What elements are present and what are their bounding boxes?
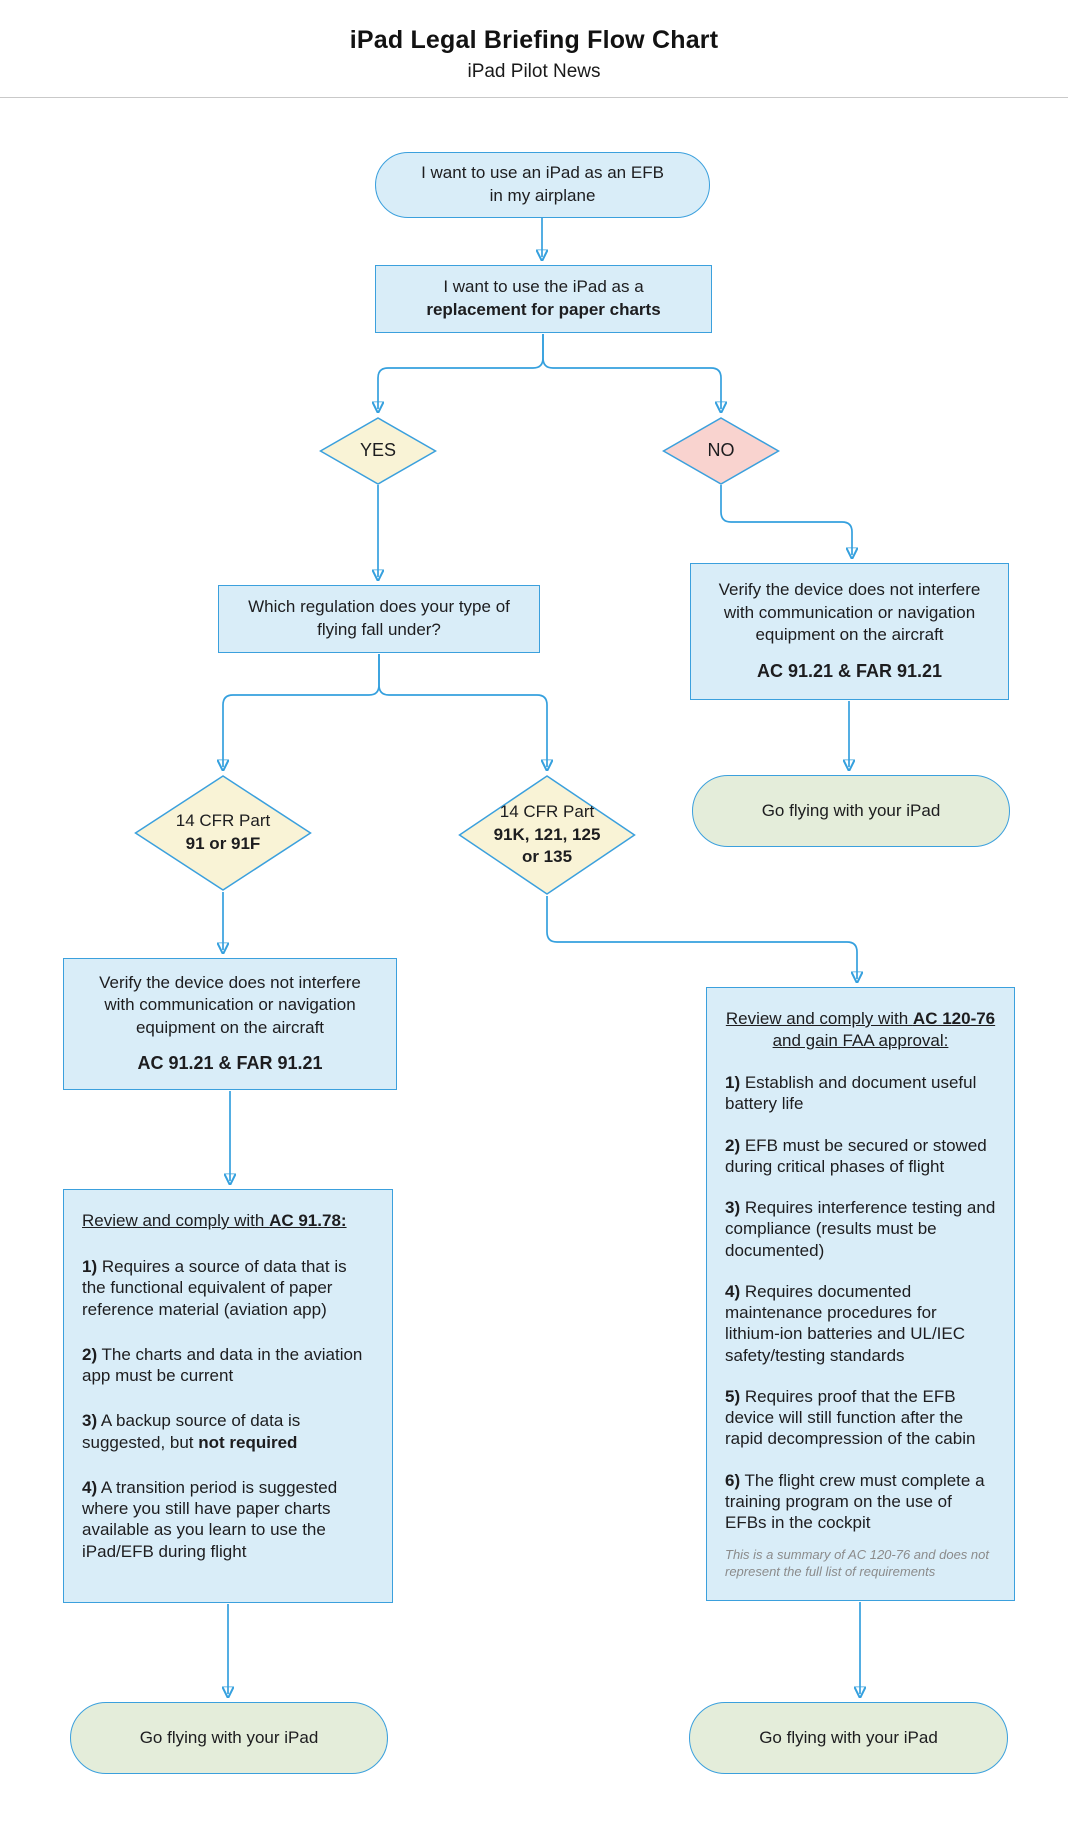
go-flying-right-label: Go flying with your iPad xyxy=(759,1727,938,1747)
item-number: 3) xyxy=(82,1411,98,1431)
connector-which-to-part91 xyxy=(223,654,379,767)
go-flying-no-path-label: Go flying with your iPad xyxy=(761,800,941,820)
node-start-line2: in my airplane xyxy=(489,186,596,205)
part-91-line1: 14 CFR Part xyxy=(175,811,271,831)
node-decision-no xyxy=(662,417,780,485)
node-go-flying-no-path xyxy=(692,775,1010,847)
part-121-line2: 91K, 121, 125 xyxy=(493,824,601,844)
ac-91-78-item-1 xyxy=(82,1256,374,1320)
header xyxy=(0,26,1068,83)
ac-120-76-footnote: This is a summary of AC 120-76 and does not represent the full list of requirements xyxy=(725,1547,989,1580)
ac-91-78-heading-prefix: Review and comply with xyxy=(82,1211,270,1230)
ac-91-78-heading-bold: AC 91.78: xyxy=(269,1211,347,1230)
ac-120-76-heading-line2: and gain FAA approval: xyxy=(772,1031,949,1051)
ac-91-78-heading xyxy=(82,1210,374,1232)
node-verify-no-path xyxy=(690,563,1009,700)
go-flying-left-label: Go flying with your iPad xyxy=(139,1727,319,1747)
item-text: Establish and document useful battery life xyxy=(725,1073,977,1114)
ac-120-76-item-4 xyxy=(725,1281,996,1366)
node-start xyxy=(375,152,710,218)
node-decision-yes xyxy=(319,417,437,485)
item-text: The flight crew must complete a training program on the use of EFBs in the cockpit xyxy=(725,1470,985,1533)
node-go-flying-left xyxy=(70,1702,388,1774)
page-subtitle: iPad Pilot News xyxy=(467,61,601,82)
connector-which-to-part121 xyxy=(379,654,547,767)
node-ac-91-78 xyxy=(63,1189,393,1603)
item-number: 2) xyxy=(82,1344,98,1364)
which-regulation-line2: flying fall under? xyxy=(317,620,441,639)
item-number: 2) xyxy=(725,1135,741,1155)
node-part-91 xyxy=(134,775,312,891)
item-text: EFB must be secured or stowed during critical phases of flight xyxy=(725,1135,987,1176)
item-text: A transition period is suggested where you still have paper charts available as you learn to use the iPad/EFB during flight xyxy=(82,1477,338,1561)
ac-120-76-heading-line1 xyxy=(726,1009,995,1028)
connector-no-to-verify xyxy=(721,485,852,555)
node-paper-charts xyxy=(375,265,712,333)
node-ac-120-76 xyxy=(706,987,1015,1601)
ac-120-76-item-2 xyxy=(725,1135,996,1178)
ac-120-76-heading xyxy=(725,1008,996,1052)
verify-no-path-text: Verify the device does not interfere with communication or navigation equipment on the aircraft xyxy=(718,580,981,645)
node-paper-line1: I want to use the iPad as a xyxy=(443,277,644,297)
item-number: 1) xyxy=(725,1073,741,1093)
ac-91-78-item-4 xyxy=(82,1477,374,1562)
page-title: iPad Legal Briefing Flow Chart xyxy=(349,26,719,54)
node-start-line1: I want to use an iPad as an EFB xyxy=(421,163,664,183)
verify-left-regulations: AC 91.21 & FAR 91.21 xyxy=(137,1053,323,1074)
verify-left-text: Verify the device does not interfere with communication or navigation equipment on the aircraft xyxy=(99,972,361,1037)
item-text: Requires a source of data that is the functional equivalent of paper reference material (aviation app) xyxy=(82,1257,347,1319)
item-number: 4) xyxy=(82,1477,98,1497)
ac-120-76-item-6 xyxy=(725,1470,996,1534)
item-text: A backup source of data is suggested, but xyxy=(82,1411,301,1452)
item-number: 4) xyxy=(725,1281,741,1301)
part-91-line2: 91 or 91F xyxy=(185,834,261,853)
node-paper-line2: replacement for paper charts xyxy=(426,300,661,319)
item-text: Requires documented maintenance procedures for lithium-ion batteries and UL/IEC safety/testing standards xyxy=(725,1281,966,1365)
item-number: 5) xyxy=(725,1386,741,1406)
item-bold-suffix: not required xyxy=(198,1432,298,1452)
item-text: Requires proof that the EFB device will still function after the rapid decompression of the cabin xyxy=(725,1386,976,1449)
connector-paper-to-yes xyxy=(378,334,543,409)
ac-91-78-item-3 xyxy=(82,1410,374,1453)
verify-no-path-regulations: AC 91.21 & FAR 91.21 xyxy=(756,660,943,681)
connector-part121-to-ac12076 xyxy=(547,896,857,979)
node-verify-left-path xyxy=(63,958,397,1090)
part-121-line1: 14 CFR Part xyxy=(499,802,595,822)
node-part-121 xyxy=(458,775,636,895)
ac-91-78-heading-underline xyxy=(82,1211,347,1230)
node-go-flying-right xyxy=(689,1702,1008,1774)
item-number: 6) xyxy=(725,1470,741,1490)
ac-120-76-item-3 xyxy=(725,1197,996,1261)
ac-120-76-heading-bold: AC 120-76 xyxy=(912,1009,996,1028)
item-number: 1) xyxy=(82,1257,98,1277)
connector-paper-to-no xyxy=(543,334,721,409)
item-text: The charts and data in the aviation app must be current xyxy=(82,1344,363,1386)
header-divider xyxy=(0,97,1068,98)
item-text: Requires interference testing and compliance (results must be documented) xyxy=(725,1198,996,1260)
part-121-line3: or 135 xyxy=(521,847,573,867)
ac-120-76-item-1 xyxy=(725,1072,996,1115)
ac-120-76-item-5 xyxy=(725,1386,996,1450)
no-label: NO xyxy=(707,440,735,461)
ac-120-76-heading-prefix: Review and comply with xyxy=(725,1009,913,1028)
ac-91-78-item-2 xyxy=(82,1344,374,1387)
node-which-regulation xyxy=(218,585,540,653)
item-number: 3) xyxy=(725,1198,741,1218)
yes-label: YES xyxy=(359,440,397,461)
which-regulation-line1: Which regulation does your type of xyxy=(248,597,510,617)
